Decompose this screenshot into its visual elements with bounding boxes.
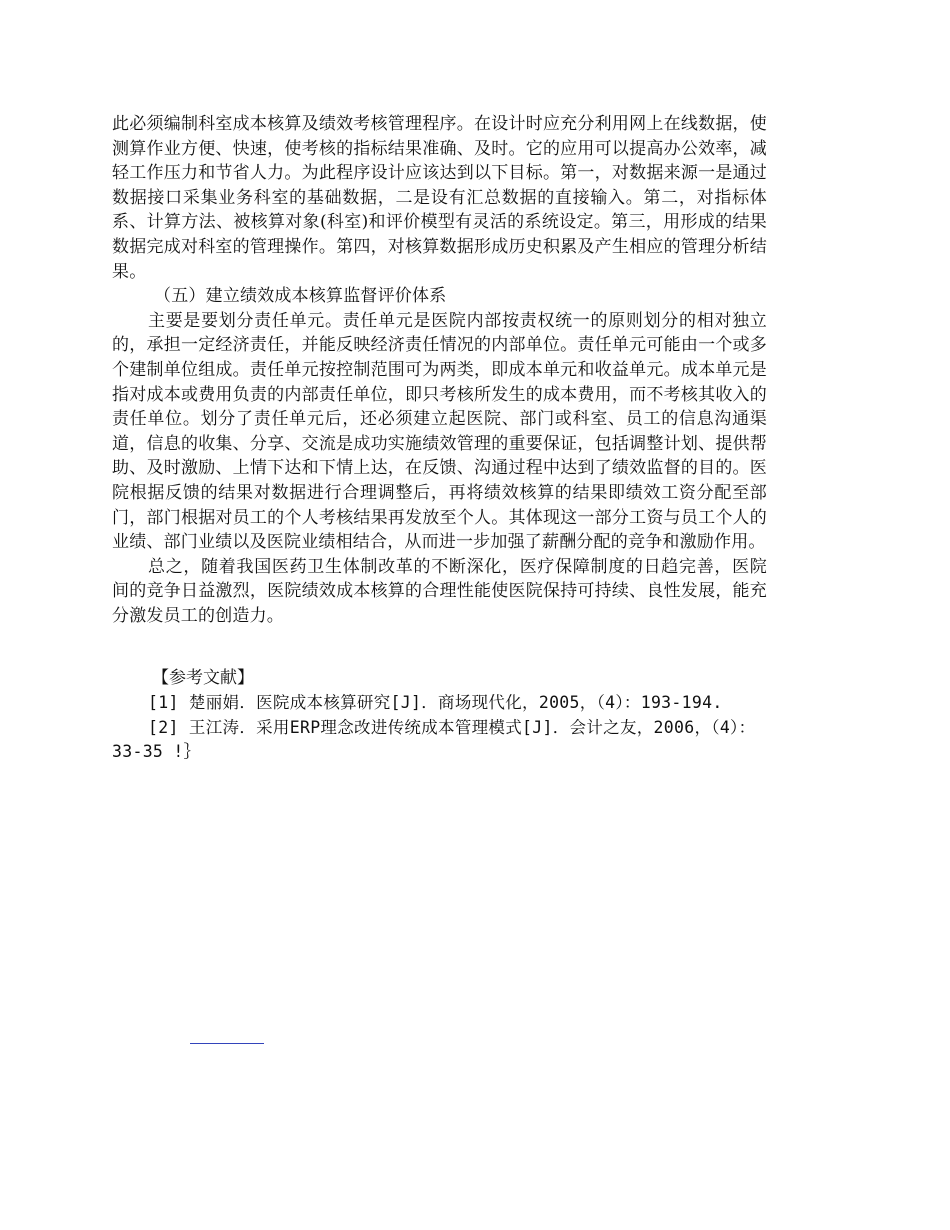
reference-item-1: [1] 楚丽娟．医院成本核算研究[J]．商场现代化，2005，（4）：193-194. [148, 693, 723, 713]
reference-item-2: [2] 王江涛．采用ERP理念改进传统成本管理模式[J]．会计之友，2006，（4）：33-35 !｝ [112, 717, 756, 762]
section-heading-5: （五）建立绩效成本核算监督评价体系 [154, 286, 447, 307]
paragraph-conclusion: 总之，随着我国医药卫生体制改革的不断深化，医疗保障制度的日趋完善，医院间的竞争日益激烈，医院绩效成本核算的合理性能使医院保持可持续、良性发展，能充分激发员工的创造力。 [112, 556, 767, 626]
document-body [112, 112, 767, 765]
paragraph-program-design: 此必须编制科室成本核算及绩效考核管理程序。在设计时应充分利用网上在线数据，使测算作业方便、快速，使考核的指标结果准确、及时。它的应用可以提高办公效率，减轻工作压力和节省人力。为此程序设计应该达到以下目标。第一，对数据来源一是通过数据接口采集业务科室的基础数据，二是设有汇总数据的直接输入。第二，对指标体系、计算方法、被核算对象(科室)和评价模型有灵活的系统设定。第三，用形成的结果数据完成对科室的管理操作。第四，对核算数据形成历史积累及产生相应的管理分析结果。 [112, 114, 767, 282]
references-heading: 【参考文献】 [152, 668, 254, 689]
footnote-link-underline[interactable] [190, 1043, 264, 1044]
paragraph-responsibility-units: 主要是要划分责任单元。责任单元是医院内部按责权统一的原则划分的相对独立的，承担一定经济责任，并能反映经济责任情况的内部单位。责任单元可能由一个或多个建制单位组成。责任单元按控制范围可为两类，即成本单元和收益单元。成本单元是指对成本或费用负责的内部责任单位，即只考核所发生的成本费用，而不考核其收入的责任单位。划分了责任单元后，还必须建立起医院、部门或科室、员工的信息沟通渠道，信息的收集、分享、交流是成功实施绩效管理的重要保证，包括调整计划、提供帮助、及时激励、上情下达和下情上达，在反馈、沟通过程中达到了绩效监督的目的。医院根据反馈的结果对数据进行合理调整后，再将绩效核算的结果即绩效工资分配至部门，部门根据对员工的个人考核结果再发放至个人。其体现这一部分工资与员工个人的业绩、部门业绩以及医院业绩相结合，从而进一步加强了薪酬分配的竞争和激励作用。 [112, 310, 767, 553]
